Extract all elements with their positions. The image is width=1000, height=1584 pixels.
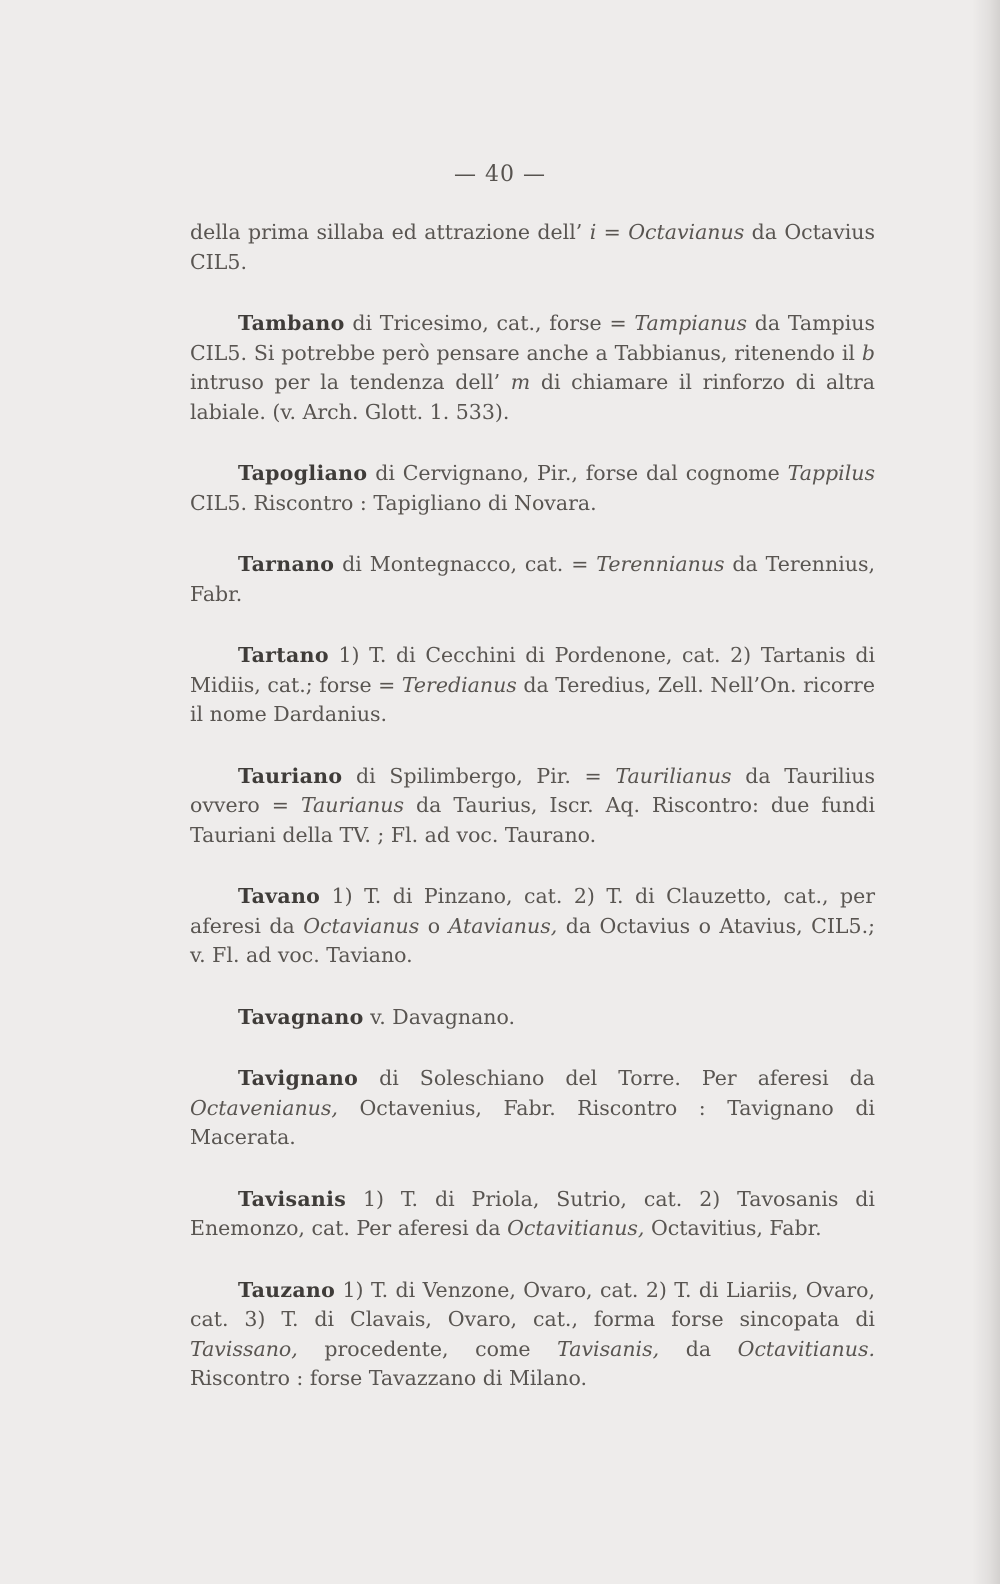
entry-paragraph	[190, 309, 875, 427]
text-segment: di Tricesimo, cat., forse =	[344, 311, 635, 335]
entry-paragraph	[190, 550, 875, 609]
entry-headword: Tambano	[238, 311, 345, 335]
italic-term: Tampianus	[634, 311, 747, 335]
italic-term: Octavitianus.	[737, 1336, 875, 1361]
italic-term: i	[589, 220, 597, 244]
italic-term: Octavianus	[628, 220, 745, 244]
entry-paragraph	[190, 1276, 875, 1394]
entry-headword: Tavagnano	[238, 1004, 364, 1029]
page-number: — 40 —	[454, 162, 546, 187]
entry-headword: Tartano	[238, 643, 329, 667]
entry-headword: Tarnano	[238, 552, 335, 576]
text-segment: di Montegnacco, cat. =	[334, 552, 597, 576]
text-segment: 1) T. di Cecchini di Pordenone, cat. 2) Tartanis di Midiis, cat.; forse =	[190, 643, 875, 697]
text-segment: da	[659, 1336, 738, 1361]
entry-headword: Tavano	[238, 884, 321, 908]
italic-term: Octavenianus,	[190, 1095, 338, 1120]
text-segment: da Taurilius ovvero =	[190, 763, 875, 817]
entry-paragraph	[190, 459, 875, 518]
text-segment: v. Davagnano.	[363, 1004, 515, 1029]
italic-term: Octavianus	[303, 913, 420, 938]
text-segment: di chiamare il rinforzo di altra labiale. (v. Arch. Glott. 1. 533).	[190, 370, 875, 424]
page-edge-shadow	[972, 0, 1000, 1584]
text-segment: Riscontro : forse Tavazzano di Milano.	[190, 1366, 587, 1390]
italic-term: m	[510, 370, 531, 394]
entry-headword: Tavisanis	[238, 1186, 347, 1211]
text-segment: =	[596, 220, 629, 244]
text-segment: intruso per la tendenza dell’	[190, 370, 511, 394]
text-segment: o	[419, 913, 449, 938]
text-segment: da Octavius CIL5.	[190, 220, 875, 274]
text-segment: 1) T. di Priola, Sutrio, cat. 2) Tavosanis di Enemonzo, cat. Per aferesi da	[190, 1186, 875, 1240]
italic-term: Octavitianus,	[507, 1216, 645, 1240]
italic-term: Tavisanis,	[557, 1336, 660, 1361]
text-segment: 1) T. di Venzone, Ovaro, cat. 2) T. di Liariis, Ovaro, cat. 3) T. di Clavais, Ovaro, cat., forma forse sincopata di	[190, 1277, 875, 1331]
entry-paragraph	[190, 882, 875, 971]
entry-paragraph	[190, 1064, 875, 1153]
text-segment: Octavitius, Fabr.	[644, 1216, 822, 1240]
entry-paragraph	[190, 762, 875, 851]
entry-headword: Tapogliano	[238, 461, 368, 485]
entry-headword: Tauzano	[238, 1277, 336, 1302]
entry-headword: Tauriano	[238, 763, 343, 788]
italic-term: Taurilianus	[615, 763, 732, 788]
text-segment: CIL5. Riscontro : Tapigliano di Novara.	[190, 490, 597, 515]
text-segment: da Teredius, Zell. Nell’On. ricorre il nome Dardanius.	[190, 672, 875, 726]
text-segment: da Terennius, Fabr.	[190, 552, 875, 606]
italic-term: Taurianus	[300, 793, 404, 817]
text-segment: di Cervignano, Pir., forse dal cognome	[367, 461, 788, 485]
text-segment: da Taurius, Iscr. Aq. Riscontro: due fundi Tauriani della TV. ; Fl. ad voc. Taurano.	[190, 793, 875, 847]
text-segment: di Spilimbergo, Pir. =	[342, 763, 616, 788]
italic-term: Teredianus	[401, 672, 517, 697]
text-segment: Octavenius, Fabr. Riscontro : Tavignano di Macerata.	[190, 1095, 875, 1149]
italic-term: Atavianus,	[448, 913, 558, 938]
italic-term: Tappilus	[787, 461, 875, 485]
text-segment: della prima sillaba ed attrazione dell’	[190, 220, 590, 244]
continuation-paragraph	[190, 218, 875, 277]
text-segment: da Octavius o Atavius, CIL5.; v. Fl. ad voc. Taviano.	[190, 913, 875, 967]
italic-term: Terennianus	[596, 552, 725, 576]
entry-headword: Tavignano	[238, 1066, 359, 1090]
text-segment: di Soleschiano del Torre. Per aferesi da	[358, 1066, 875, 1090]
italic-term: b	[861, 340, 875, 365]
entry-paragraph	[190, 641, 875, 730]
text-segment: da Tampius CIL5. Si potrebbe però pensare anche a Tabbianus, ritenendo il	[190, 311, 875, 365]
entry-paragraph	[190, 1185, 875, 1244]
text-segment: 1) T. di Pinzano, cat. 2) T. di Clauzetto, cat., per aferesi da	[190, 884, 875, 938]
italic-term: Tavissano,	[190, 1336, 298, 1361]
entry-paragraph	[190, 1003, 875, 1033]
body-text	[190, 218, 875, 1426]
text-segment: procedente, come	[297, 1336, 558, 1361]
